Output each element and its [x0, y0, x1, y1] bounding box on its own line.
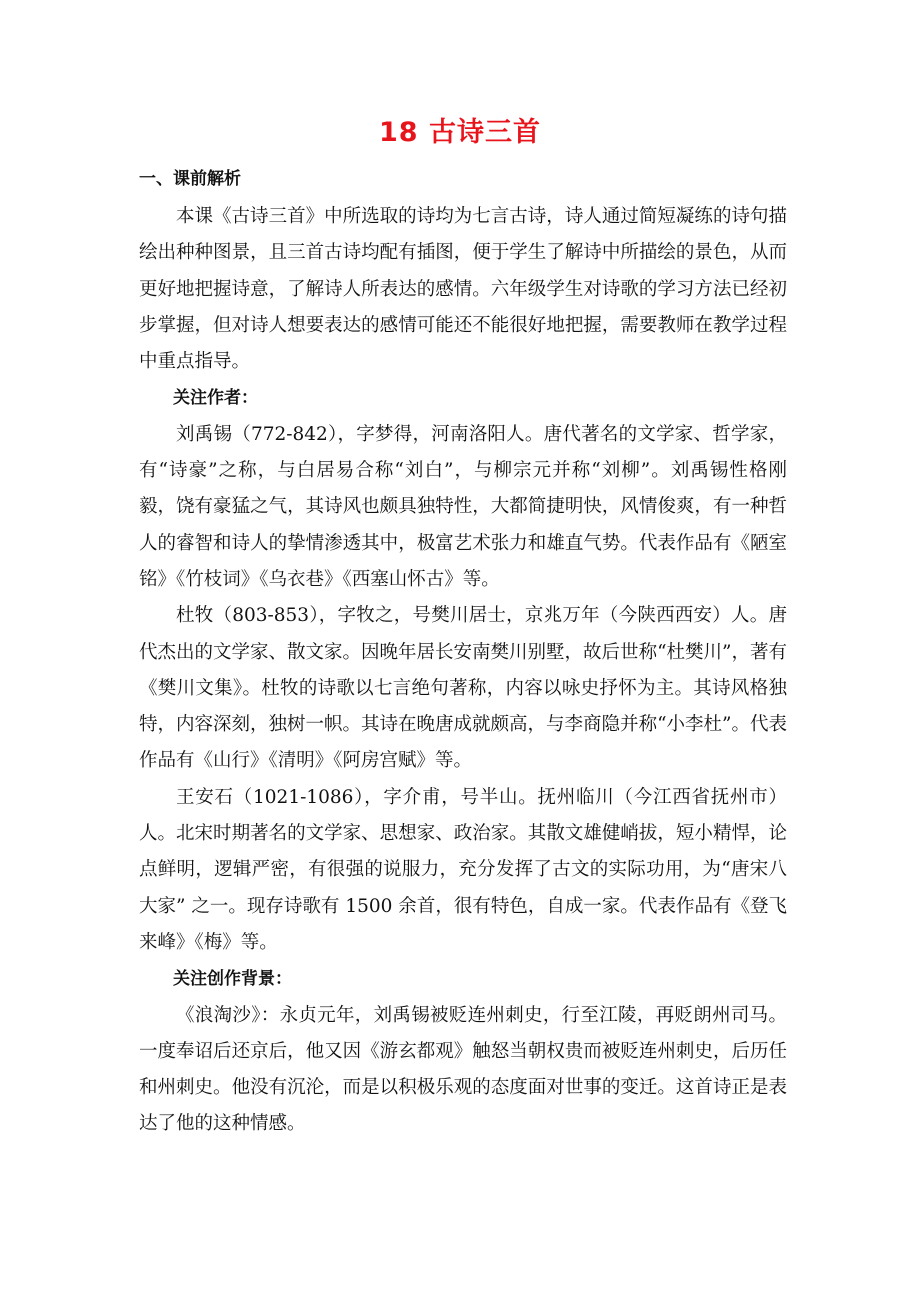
- intro-paragraph: 本课《古诗三首》中所选取的诗均为七言古诗，诗人通过简短凝练的诗句描绘出种种图景，且三首古诗均配有插图，便于学生了解诗中所描绘的景色，从而更好地把握诗意，了解诗人所表达的感情。六年级学生对诗歌的学习方法已经初步掌握，但对诗人想要表达的感情可能还不能很好地把握，需要教师在教学过程中重点指导。: [139, 206, 787, 373]
- subheading-creation-background: 关注创作背景：: [173, 969, 292, 990]
- document-body: [139, 199, 787, 1143]
- background-paragraph-langtaosha: 《浪淘沙》：永贞元年，刘禹锡被贬连州刺史，行至江陵，再贬朗州司马。一度奉诏后还京后，他又因《游玄都观》触怒当朝权贵而被贬连州刺史，后历任和州刺史。他没有沉沦，而是以积极乐观的态度面对世事的变迁。这首诗正是表达了他的这种情感。: [139, 1004, 787, 1135]
- author-paragraph-wang-anshi: 王安石（1021-1086），字介甫，号半山。抚州临川（今江西省抚州市）人。北宋时期著名的文学家、思想家、政治家。其散文雄健峭拔，短小精悍，论点鲜明，逻辑严密，有很强的说服力，充分发挥了古文的实际功用，为“唐宋八大家” 之一。现存诗歌有 1500 余首，很有特色，自成一家。代表作品有《登飞来峰》《梅》等。: [139, 786, 787, 953]
- author-paragraph-liu-yuxi: 刘禹锡（772-842），字梦得，河南洛阳人。唐代著名的文学家、哲学家，有“诗豪”之称，与白居易合称“刘白”，与柳宗元并称“刘柳”。刘禹锡性格刚毅，饶有豪猛之气，其诗风也颇具独特性，大都简捷明快，风情俊爽，有一种哲人的睿智和诗人的挚情渗透其中，极富艺术张力和雄直气势。代表作品有《陋室铭》《竹枝词》《乌衣巷》《西塞山怀古》等。: [139, 423, 787, 590]
- subheading-authors: 关注作者：: [173, 388, 258, 409]
- section-heading-pre-class-analysis: 一、课前解析: [139, 169, 241, 189]
- document-title: 18 古诗三首: [379, 117, 541, 148]
- author-paragraph-du-mu: 杜牧（803-853），字牧之，号樊川居士，京兆万年（今陕西西安）人。唐代杰出的文学家、散文家。因晚年居长安南樊川别墅，故后世称“杜樊川”，著有《樊川文集》。杜牧的诗歌以七言绝句著称，内容以咏史抒怀为主。其诗风格独特，内容深刻，独树一帜。其诗在晚唐成就颇高，与李商隐并称“小李杜”。代表作品有《山行》《清明》《阿房宫赋》等。: [139, 605, 787, 772]
